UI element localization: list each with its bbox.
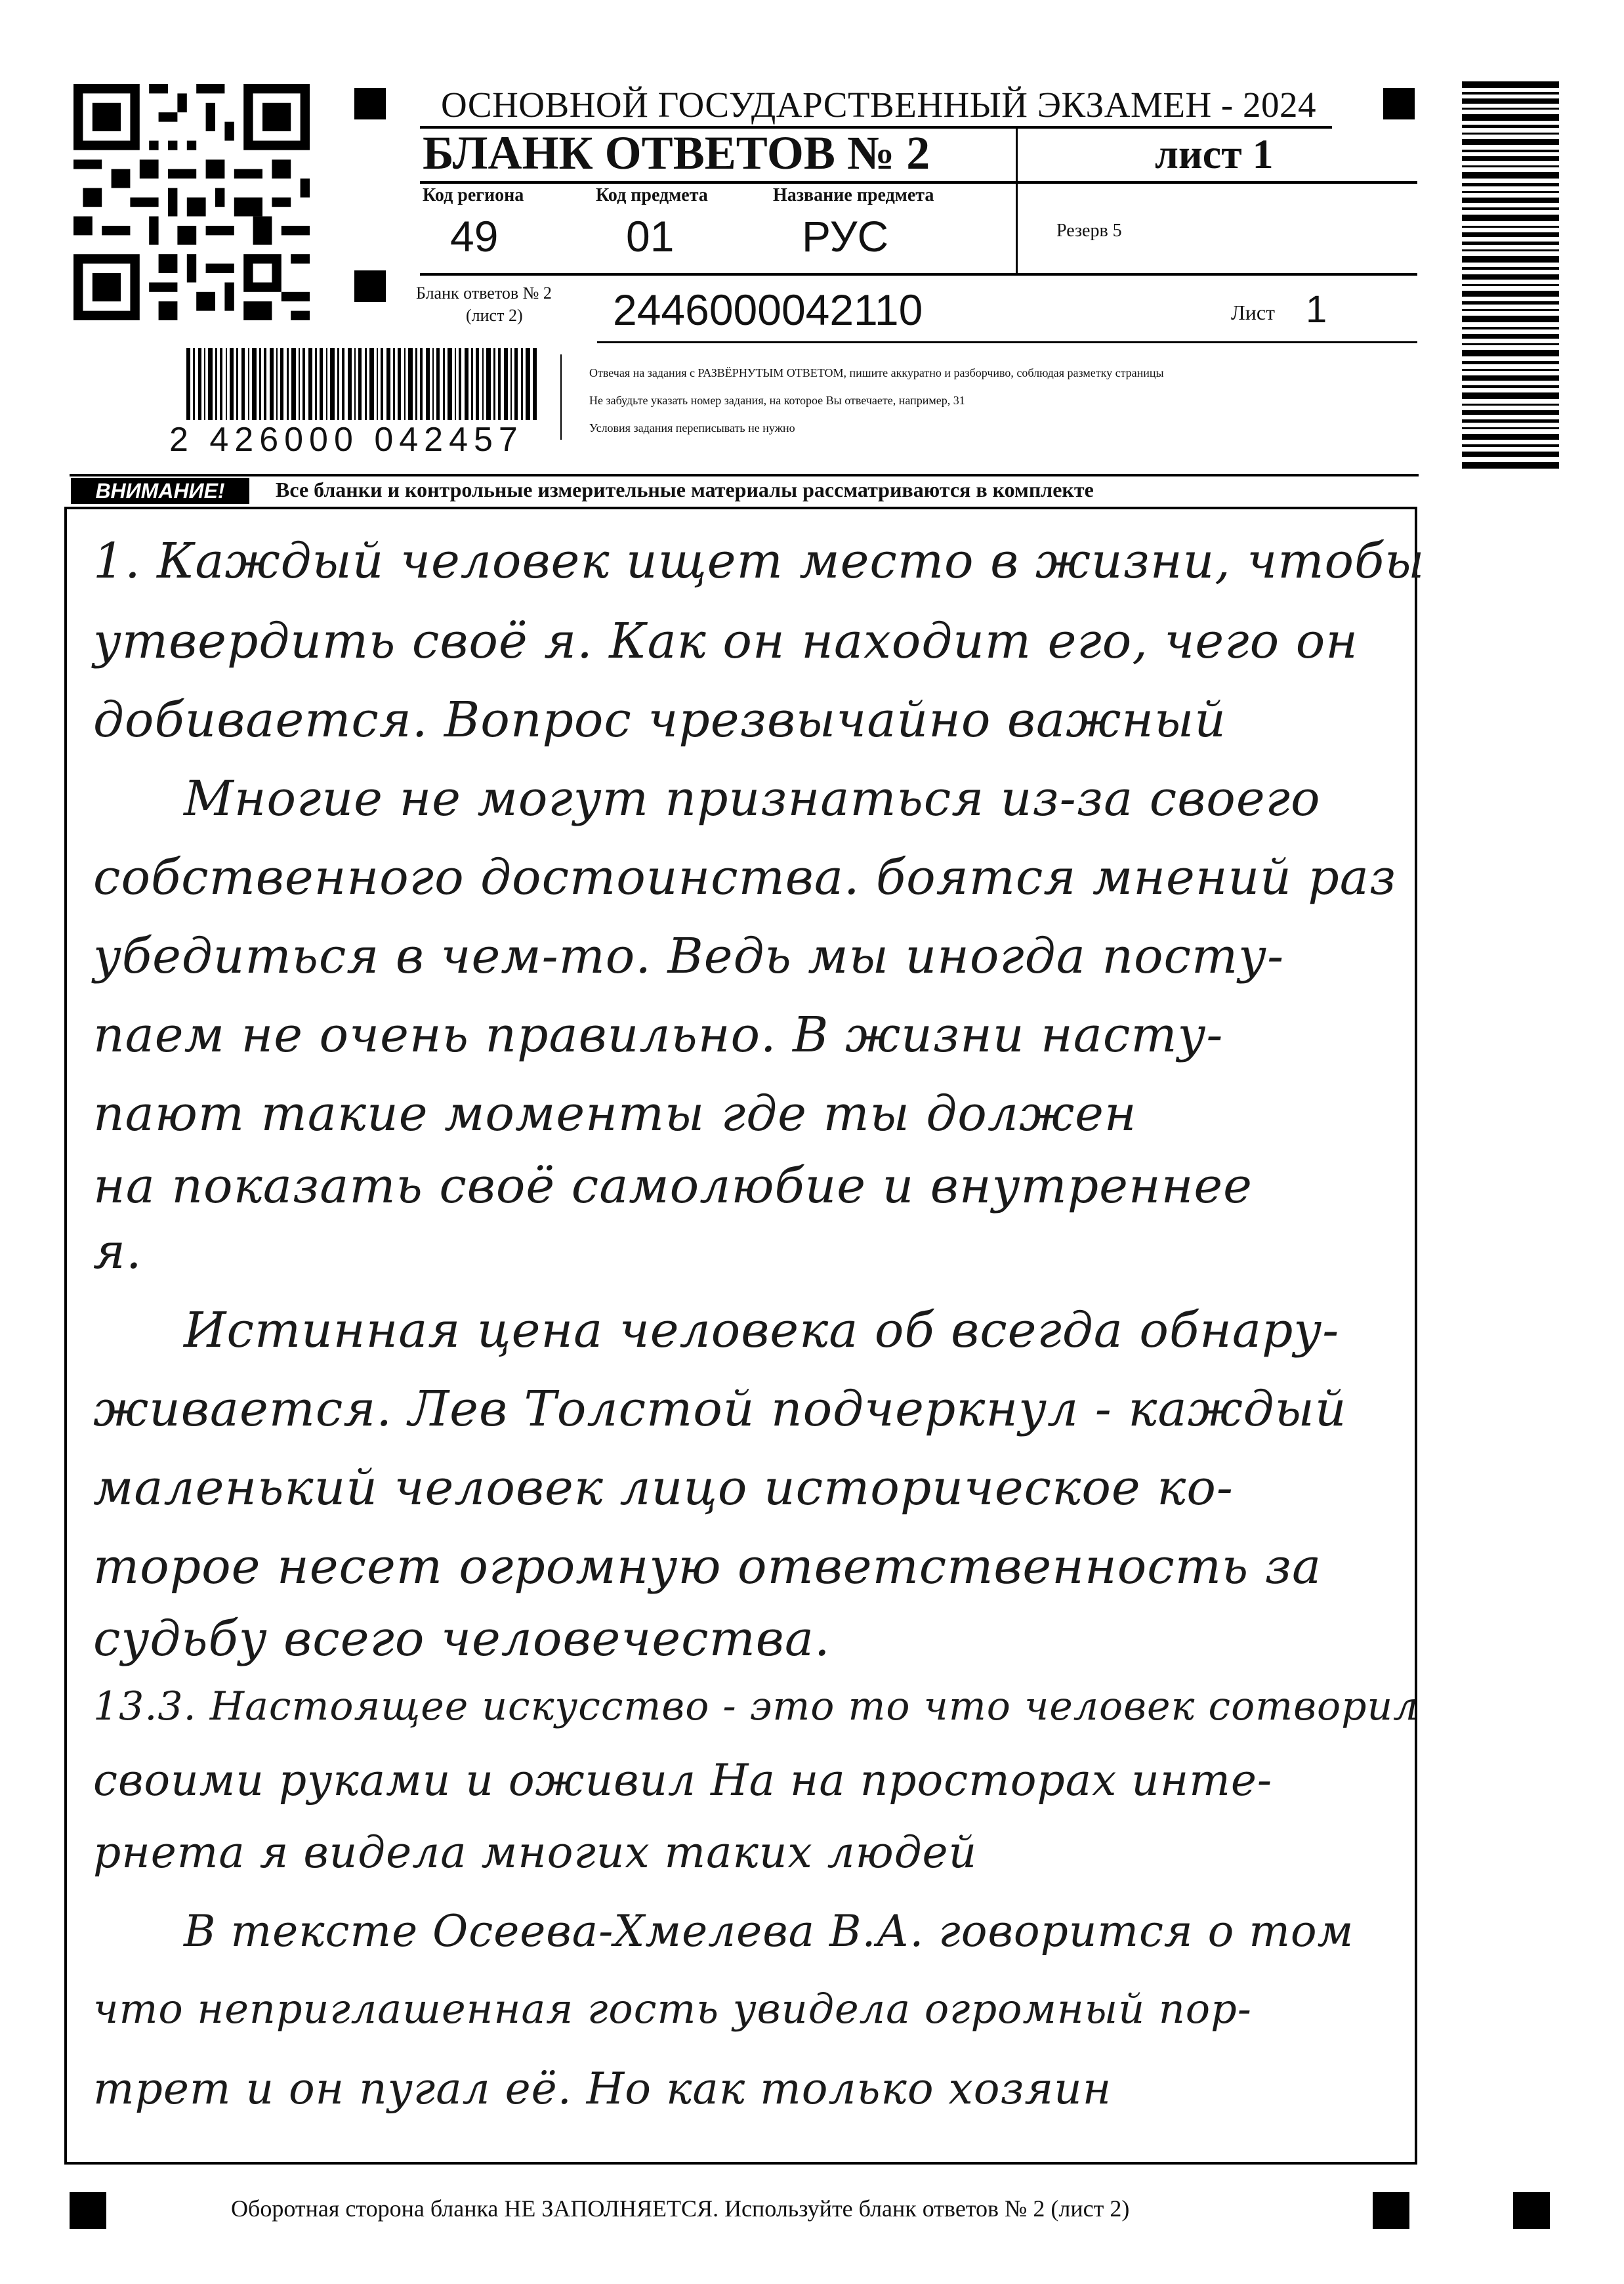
form-title: БЛАНК ОТВЕТОВ № 2 (423, 127, 930, 179)
answer-line: что неприглашенная гость увидела огромный пор- (93, 1985, 1252, 2033)
instruction-line: Условия задания переписывать не нужно (589, 421, 795, 434)
attention-badge: ВНИМАНИЕ! (71, 478, 249, 504)
marker-square (354, 88, 386, 119)
number-underline (597, 341, 1417, 343)
answer-line: 13.3. Настоящее искусство - это то что человек сотворил (93, 1683, 1419, 1729)
marker-square (1373, 2192, 1409, 2229)
answer-line: торое несет огромную ответственность за (93, 1538, 1322, 1595)
answer-line: добивается. Вопрос чрезвычайно важный (93, 692, 1226, 748)
notice-text: Все бланки и контрольные измерительные материалы рассматриваются в комплекте (276, 478, 1094, 501)
answer-line: Истинная цена человека об всегда обнару- (184, 1302, 1340, 1359)
answer-line: маленький человек лицо историческое ко- (93, 1460, 1234, 1516)
sheet-label: лист 1 (1155, 131, 1274, 177)
barcode-vertical (1462, 81, 1559, 469)
instructions-divider (560, 354, 562, 440)
answer-line: утвердить своё я. Как он находит его, чего он (93, 613, 1358, 669)
sheet-num-label: Лист (1231, 301, 1276, 324)
subject-code: 01 (626, 212, 675, 261)
sheet-num: 1 (1306, 288, 1327, 331)
answer-line: я. (93, 1223, 142, 1280)
answer-line: убедиться в чем-то. Ведь мы иногда посту- (93, 928, 1285, 984)
answer-line: паем не очень правильно. В жизни насту- (93, 1007, 1224, 1063)
header-rule (420, 273, 1417, 276)
barcode (186, 348, 538, 420)
form-ref-line1: Бланк ответов № 2 (416, 284, 552, 303)
notice-rule (70, 474, 1419, 476)
footer-text: Оборотная сторона бланка НЕ ЗАПОЛНЯЕТСЯ. Используйте бланк ответов № 2 (лист 2) (231, 2195, 1130, 2222)
answer-line: трет и он пугал её. Но как только хозяин (93, 2063, 1112, 2114)
reserve-label: Резерв 5 (1056, 221, 1122, 241)
subject-name-label: Название предмета (773, 185, 934, 205)
subject-name: РУС (802, 212, 889, 261)
answer-line: пают такие моменты где ты должен (93, 1086, 1137, 1142)
instruction-line: Отвечая на задания с РАЗВЁРНУТЫМ ОТВЕТОМ, пишите аккуратно и разборчиво, соблюдая разметку страницы (589, 366, 1164, 379)
answer-line: на показать своё самолюбие и внутреннее (93, 1158, 1253, 1214)
header-rule (420, 181, 1417, 184)
header-divider (1016, 129, 1018, 274)
answer-line: В тексте Осеева-Хмелева В.А. говорится о том (184, 1906, 1354, 1956)
qr-code (73, 84, 310, 320)
answer-line: собственного достоинства. боятся мнений раз (93, 849, 1397, 906)
subject-code-label: Код предмета (596, 185, 708, 205)
marker-square (70, 2192, 106, 2229)
barcode-number: 2 426000 042457 (169, 421, 524, 459)
answer-line: живается. Лев Толстой подчеркнул - каждый (93, 1381, 1347, 1437)
answer-line: судьбу всего человечества. (93, 1611, 831, 1667)
marker-square (1513, 2192, 1550, 2229)
answer-line: Многие не могут признаться из-за своего (184, 771, 1321, 827)
form-ref-line2: (лист 2) (466, 306, 523, 325)
region-code: 49 (450, 212, 499, 261)
instruction-line: Не забудьте указать номер задания, на которое Вы отвечаете, например, 31 (589, 394, 965, 407)
marker-square (1383, 88, 1415, 119)
answer-line: своими руками и оживил На на просторах инте- (93, 1755, 1273, 1806)
exam-title: ОСНОВНОЙ ГОСУДАРСТВЕННЫЙ ЭКЗАМЕН - 2024 (441, 85, 1316, 125)
form-number: 2446000042110 (613, 286, 923, 334)
marker-square (354, 270, 386, 302)
answer-line: 1. Каждый человек ищет место в жизни, чтобы (93, 533, 1425, 589)
region-code-label: Код региона (423, 185, 524, 205)
answer-line: рнета я видела многих таких людей (93, 1827, 978, 1878)
